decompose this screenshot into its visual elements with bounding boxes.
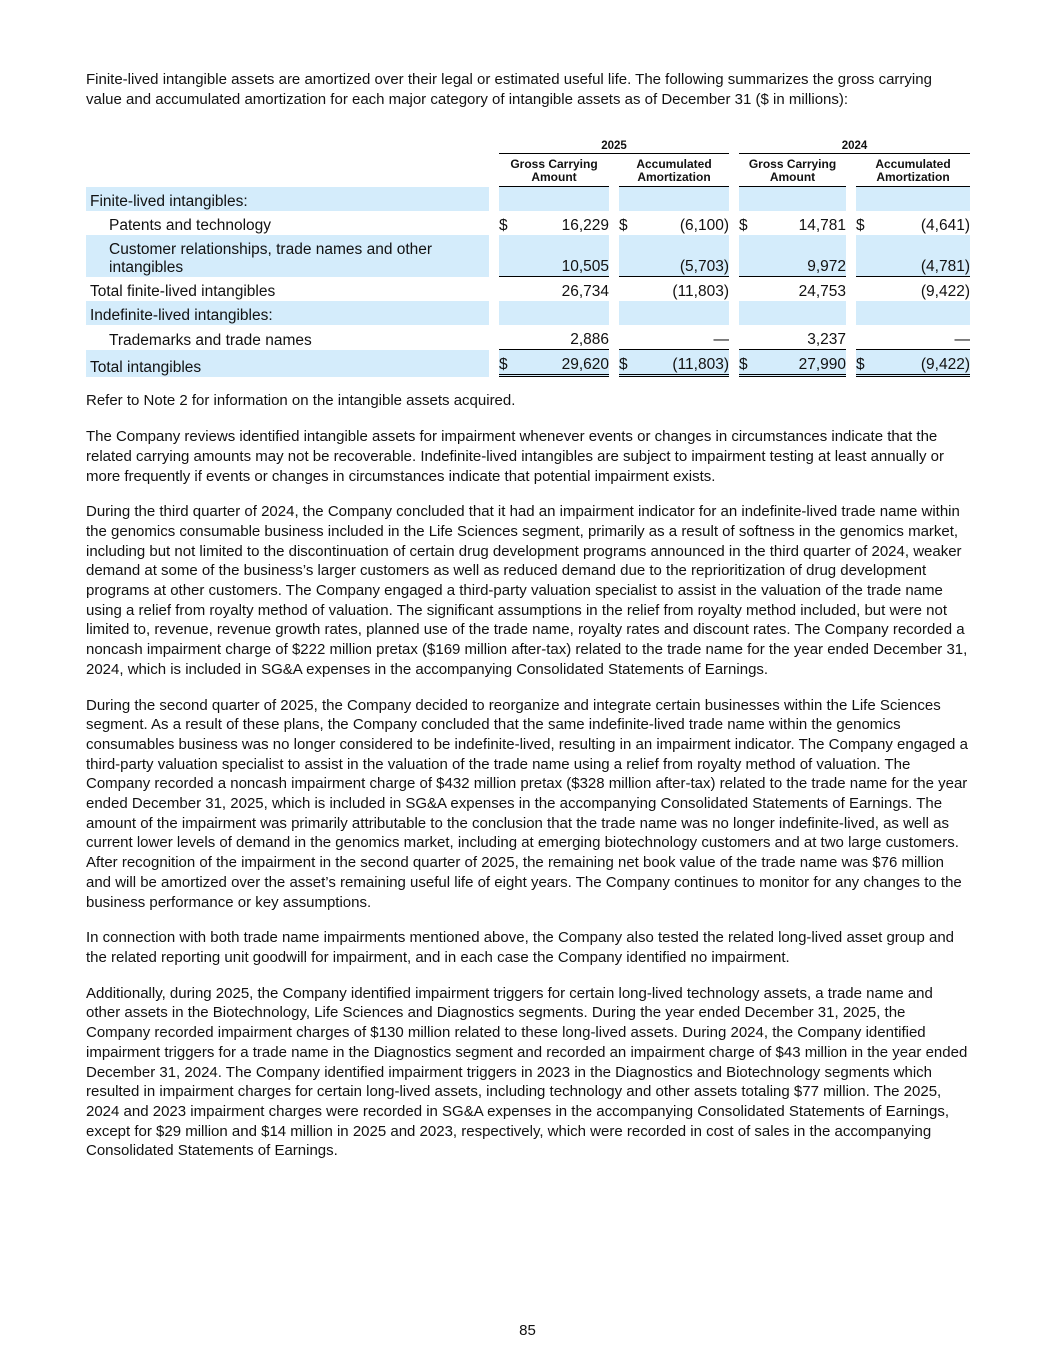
year-2024: 2024	[739, 137, 970, 154]
table-row	[86, 277, 970, 301]
paragraph: Refer to Note 2 for information on the intangible assets acquired.	[86, 392, 516, 410]
cell-value: 10,505	[515, 235, 609, 277]
cell-value: 9,972	[755, 235, 846, 277]
cell-value: 24,753	[798, 283, 846, 301]
cell-value: 3,237	[755, 325, 846, 350]
cell-value: 29,620	[515, 350, 609, 377]
table-row	[86, 301, 970, 325]
document-page	[86, 70, 970, 1177]
row-label: Indefinite-lived intangibles:	[86, 301, 489, 325]
col-gross-2025: Gross Carrying Amount	[499, 154, 609, 187]
table-row	[86, 235, 970, 277]
table-row: Total intangibles $ 29,620 $ (11,803) $ 27,990 $ (9,422)	[86, 350, 970, 377]
cell-value: (9,422)	[920, 283, 970, 301]
cell-value: (4,641)	[920, 217, 970, 235]
table-row	[86, 187, 970, 211]
cell-value: (9,422)	[872, 350, 970, 377]
row-label: Total intangibles	[86, 350, 489, 377]
cell-value: (5,703)	[635, 235, 729, 277]
cell-value: 2,886	[515, 325, 609, 350]
row-label: Total finite-lived intangibles	[90, 283, 276, 301]
cell-value: 26,734	[561, 283, 609, 301]
col-gross-2024: Gross Carrying Amount	[739, 154, 846, 187]
cell-value: 16,229	[561, 217, 609, 235]
paragraph: Additionally, during 2025, the Company identified impairment triggers for certain long-lived technology assets, a trade name and other assets in the Biotechnology, Life Sciences and Diagnostics segments. During the year ended December 31, 2025, the Company recorded impairment charges of $130 million related to these long-lived assets. During 2024, the Company identified impairment triggers for a trade name in the Diagnostics segment and recorded an impairment charge of $43 million in the year ended December 31, 2024. The Company identified impairment triggers in 2023 in the Diagnostics and Biotechnology segments which resulted in impairment charges for certain long-lived assets, including technology and other assets totaling $77 million. The 2025, 2024 and 2023 impairment charges were recorded in SG&A expenses in the accompanying Consolidated Statements of Earnings, except for $29 million and $14 million in 2025 and 2023, respectively, which were recorded in cost of sales in the accompanying Consolidated Statements of Earnings.	[86, 984, 968, 1160]
year-2025: 2025	[499, 137, 729, 154]
paragraph: The Company reviews identified intangible assets for impairment whenever events or changes in circumstances indicate that the related carrying amounts may not be recoverable. Indefinite-lived intangibles are subject to impairment testing at least annually or more frequently if events or changes in circumstances indicate that potential impairment exists.	[86, 428, 944, 485]
paragraph: In connection with both trade name impairments mentioned above, the Company also tested the related long-lived asset group and the related reporting unit goodwill for impairment, and in each case the Company identified no impairment.	[86, 929, 955, 966]
paragraph: During the second quarter of 2025, the Company decided to reorganize and integrate certain businesses within the Life Sciences segment. As a result of these plans, the Company concluded that the same indefinite-lived trade name within the genomics consumables business was no longer considered to be indefinite-lived, resulting in an impairment indicator. The Company engaged a third-party valuation specialist to assist in the valuation of the trade name using a relief from royalty method of valuation. The Company recorded a noncash impairment charge of $432 million pretax ($328 million after-tax) related to the trade name for the year ended December 31, 2025, which is included in SG&A expenses in the accompanying Consolidated Statements of Earnings. The amount of the impairment was primarily attributable to the conclusion that the trade name was no longer indefinite-lived, as well as current lower levels of demand in the genomics market, including at emerging biotechnology customers and at two large customers. After recognition of the impairment in the second quarter of 2025, the remaining net book value of the trade name was $76 million and will be amortized over the asset’s remaining useful life of eight years. The Company continues to monitor for any changes to the business performance or key assumptions.	[86, 696, 968, 911]
paragraph: During the third quarter of 2024, the Company concluded that it had an impairment indicator for an indefinite-lived trade name within the genomics consumable business included in the Life Sciences segment, primarily as a result of softness in the genomics market, including but not limited to the discontinuation of certain drug development programs announced in the third quarter of 2024, weaker demand at some of the business’s larger customers as well as reduced demand due to the reprioritization of drug development programs at other customers. The Company engaged a third-party valuation specialist to assist in the valuation of the trade name using a relief from royalty method of valuation. The significant assumptions in the relief from royalty method included, but were not limited to, revenue, revenue growth rates, planned use of the trade name, royalty rates and discount rates. The Company recorded a noncash impairment charge of $222 million pretax ($169 million after-tax) related to the trade name for the year ended December 31, 2024, which is included in SG&A expenses in the accompanying Consolidated Statements of Earnings.	[86, 503, 968, 678]
cell-value: —	[872, 325, 970, 350]
cell-value: (11,803)	[672, 283, 729, 301]
column-header-row	[86, 154, 970, 187]
row-label: Patents and technology	[109, 217, 272, 235]
intangibles-table	[86, 137, 970, 377]
row-label: Finite-lived intangibles:	[86, 187, 489, 211]
table-row: Patents and technology $ 16,229 $ (6,100) $ 14,781 $ (4,641)	[86, 211, 970, 235]
cell-value: (11,803)	[635, 350, 729, 377]
col-accum-2024: Accumulated Amortization	[856, 154, 970, 187]
intro-paragraph: Finite-lived intangible assets are amortized over their legal or estimated useful life. The following summarizes the gross carrying value and accumulated amortization for each major category of intangible assets as of December 31 ($ in millions):	[86, 71, 932, 108]
cell-value: 14,781	[798, 217, 846, 235]
row-label: Customer relationships, trade names and other intangibles	[86, 235, 489, 277]
body-text	[86, 391, 970, 1161]
cell-value: 27,990	[755, 350, 846, 377]
col-accum-2025: Accumulated Amortization	[619, 154, 729, 187]
table-row	[86, 325, 970, 350]
year-header-row	[86, 137, 970, 154]
cell-value: (4,781)	[872, 235, 970, 277]
cell-value: —	[635, 325, 729, 350]
cell-value: (6,100)	[679, 217, 729, 235]
row-label: Trademarks and trade names	[109, 332, 312, 350]
page-number: 85	[519, 1322, 536, 1339]
